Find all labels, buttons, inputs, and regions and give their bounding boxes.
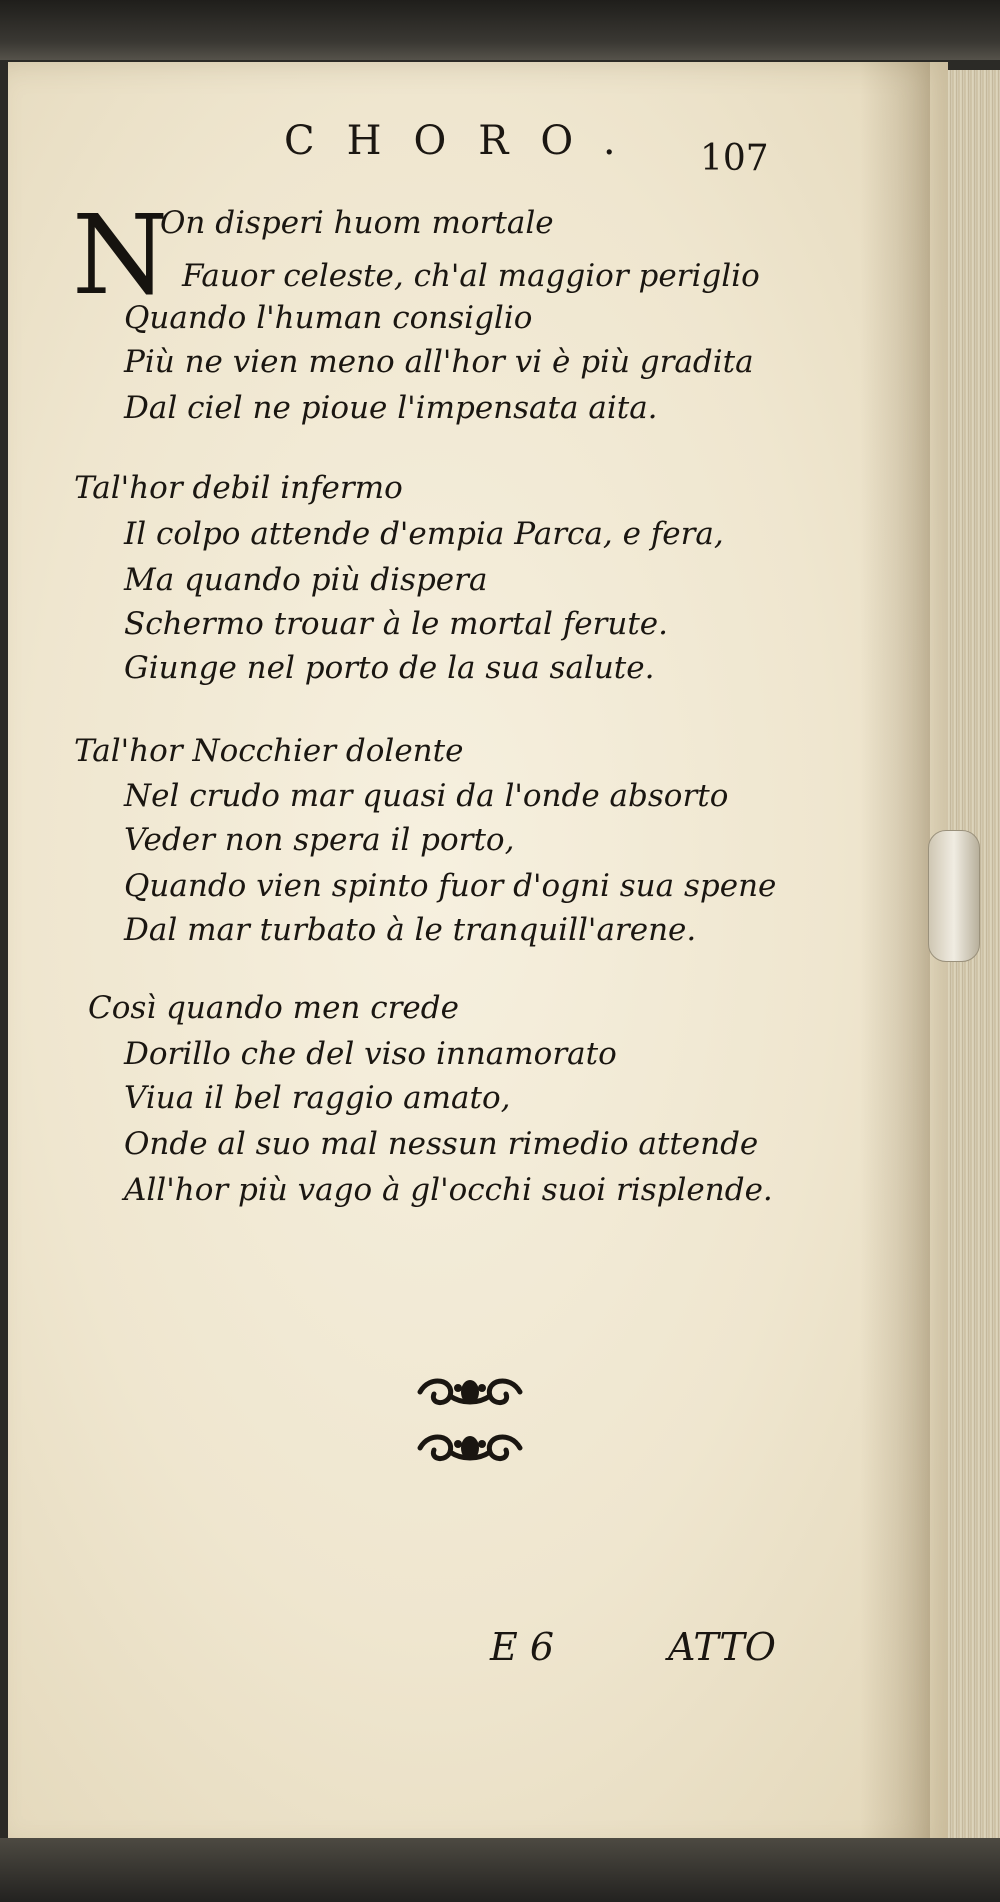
verse-line: Dal mar turbato à le tranquill'arene.	[124, 912, 697, 948]
verse-line: Fauor celeste, ch'al maggior periglio	[182, 258, 760, 294]
verse-line: Tal'hor Nocchier dolente	[74, 733, 464, 769]
verse-line: Onde al suo mal nessun rimedio attende	[124, 1126, 759, 1162]
book-bottom-edge	[0, 1838, 1000, 1902]
verse-line: Ma quando più dispera	[124, 562, 488, 598]
fleuron-ornament	[400, 1370, 540, 1480]
page-number: 107	[700, 138, 769, 179]
verse-line: Viua il bel raggio amato,	[124, 1080, 511, 1116]
verse-line: Più ne vien meno all'hor vi è più gradita	[124, 344, 754, 380]
page-clip	[928, 830, 980, 962]
verse-line: Nel crudo mar quasi da l'onde absorto	[124, 778, 729, 814]
verse-line: Quando l'human consiglio	[124, 300, 533, 336]
verse-line: Tal'hor debil infermo	[74, 470, 403, 506]
verse-line: Schermo trouar à le mortal ferute.	[124, 606, 668, 642]
verse-line: On disperi huom mortale	[160, 205, 554, 241]
verse-line: All'hor più vago à gl'occhi suoi risplende.	[124, 1172, 773, 1208]
verse-line: Il colpo attende d'empia Parca, e fera,	[124, 516, 724, 552]
verse-line: Dorillo che del viso innamorato	[124, 1036, 617, 1072]
verse-line: Così quando men crede	[88, 990, 459, 1026]
verse-line: Quando vien spinto fuor d'ogni sua spene	[124, 868, 777, 904]
drop-cap: N	[72, 191, 169, 319]
page-shadow	[860, 62, 930, 1852]
signature-mark: E 6	[490, 1625, 554, 1669]
verse-line: Giunge nel porto de la sua salute.	[124, 650, 655, 686]
book-top-edge	[0, 0, 1000, 60]
verse-line: Veder non spera il porto,	[124, 822, 515, 858]
running-head: CHORO.	[284, 118, 648, 164]
catchword: ATTO	[668, 1625, 776, 1669]
verse-line: Dal ciel ne pioue l'impensata aita.	[124, 390, 658, 426]
